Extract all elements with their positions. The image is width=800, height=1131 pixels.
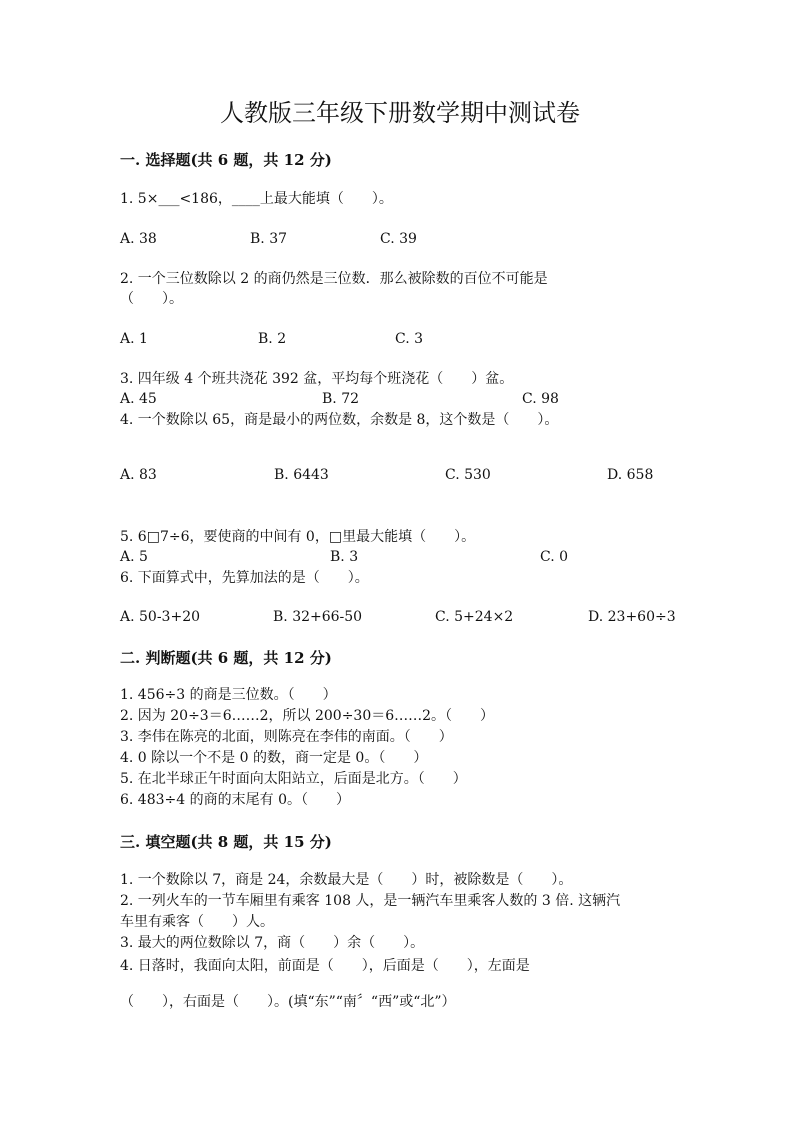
q1-option-a: A. 38 bbox=[120, 231, 157, 247]
q6-option-d: D. 23+60÷3 bbox=[588, 609, 676, 625]
judge-item-3: 3. 李伟在陈亮的北面，则陈亮在李伟的南面。（ ） bbox=[120, 729, 453, 745]
q2-option-c: C. 3 bbox=[395, 331, 424, 347]
fill-line-1: 1. 一个数除以 7，商是 24，余数最大是（ ）时，被除数是（ ）。 bbox=[120, 872, 573, 888]
judge-item-4: 4. 0 除以一个不是 0 的数，商一定是 0。（ ） bbox=[120, 750, 428, 766]
q6-option-b: B. 32+66-50 bbox=[273, 609, 363, 625]
question-2-stem-line1: 2. 一个三位数除以 2 的商仍然是三位数．那么被除数的百位不可能是 bbox=[120, 271, 548, 287]
fill-line-2: 2. 一列火车的一节车厢里有乘客 108 人，是一辆汽车里乘客人数的 3 倍. 这辆汽 bbox=[120, 893, 621, 909]
section-heading-fill-blank: 三. 填空题(共 8 题，共 15 分) bbox=[120, 833, 332, 851]
q4-option-d: D. 658 bbox=[607, 467, 654, 483]
question-5-stem: 5. 6□7÷6，要使商的中间有 0，□里最大能填（ ）。 bbox=[120, 529, 476, 545]
question-2-stem-line2: （ ）。 bbox=[120, 291, 183, 307]
page-title: 人教版三年级下册数学期中测试卷 bbox=[220, 99, 580, 127]
q2-option-a: A. 1 bbox=[120, 331, 148, 347]
fill-line-3: 车里有乘客（ ）人。 bbox=[120, 914, 274, 930]
question-4-stem: 4. 一个数除以 65，商是最小的两位数，余数是 8，这个数是（ ）。 bbox=[120, 412, 559, 428]
judge-item-2: 2. 因为 20÷3＝6……2，所以 200÷30＝6……2。（ ） bbox=[120, 708, 495, 724]
q5-option-a: A. 5 bbox=[120, 549, 148, 565]
q3-option-c: C. 98 bbox=[522, 391, 559, 407]
q4-option-a: A. 83 bbox=[120, 467, 157, 483]
q4-option-b: B. 6443 bbox=[274, 467, 329, 483]
question-1-stem: 1. 5×___<186，____上最大能填（ ）。 bbox=[120, 191, 393, 207]
q6-option-c: C. 5+24×2 bbox=[435, 609, 514, 625]
q5-option-b: B. 3 bbox=[330, 549, 359, 565]
q3-option-b: B. 72 bbox=[322, 391, 360, 407]
question-3-stem: 3. 四年级 4 个班共浇花 392 盆，平均每个班浇花（ ）盆。 bbox=[120, 371, 514, 387]
q2-option-b: B. 2 bbox=[258, 331, 287, 347]
q3-option-a: A. 45 bbox=[120, 391, 157, 407]
fill-line-4: 3. 最大的两位数除以 7，商（ ）余（ ）。 bbox=[120, 935, 425, 951]
question-6-stem: 6. 下面算式中，先算加法的是（ ）。 bbox=[120, 570, 369, 586]
fill-line-6: （ ），右面是（ ）。(填“东”“南〞“西”或“北”） bbox=[120, 994, 456, 1010]
section-heading-choice: 一. 选择题(共 6 题，共 12 分) bbox=[120, 151, 332, 169]
q5-option-c: C. 0 bbox=[540, 549, 569, 565]
q4-option-c: C. 530 bbox=[445, 467, 491, 483]
fill-line-5: 4. 日落时，我面向太阳，前面是（ ），后面是（ ），左面是 bbox=[120, 958, 530, 974]
section-heading-judgement: 二. 判断题(共 6 题，共 12 分) bbox=[120, 649, 332, 667]
judge-item-5: 5. 在北半球正午时面向太阳站立，后面是北方。（ ） bbox=[120, 771, 467, 787]
judge-item-6: 6. 483÷4 的商的末尾有 0。（ ） bbox=[120, 792, 350, 808]
q1-option-b: B. 37 bbox=[250, 231, 288, 247]
q6-option-a: A. 50-3+20 bbox=[120, 609, 201, 625]
q1-option-c: C. 39 bbox=[380, 231, 417, 247]
judge-item-1: 1. 456÷3 的商是三位数。（ ） bbox=[120, 687, 337, 703]
